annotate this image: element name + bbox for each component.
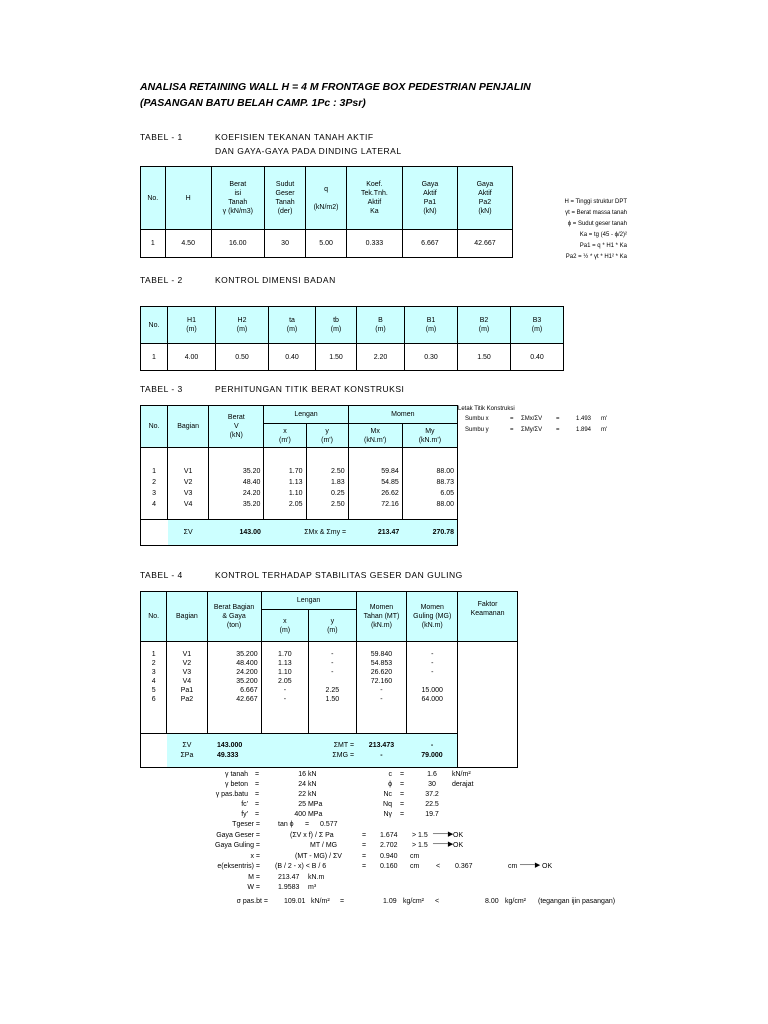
table4-header-bagian: Bagian — [167, 592, 207, 642]
table1-cell: 30 — [264, 230, 305, 258]
doc-title-line2: (PASANGAN BATU BELAH CAMP. 1Pc : 3Psr) — [140, 97, 366, 109]
table3-col-mx: 59.84 54.85 26.62 72.16 — [348, 448, 402, 520]
table3-header-y: y (m') — [306, 424, 348, 448]
table4-col-y: - - - 2.25 1.50 — [309, 642, 356, 734]
legend-line: Pa2 = ½ * γt * H1² * Ka — [565, 254, 627, 260]
table1-header: Sudut Geser Tanah (der) — [264, 167, 305, 230]
table4-header-mg: Momen Guling (MG) (kN.m) — [407, 592, 458, 642]
table1-cell: 4.50 — [165, 230, 211, 258]
ok-arrow: ───▶ — [433, 841, 454, 848]
table2-label: TABEL - 2 — [140, 275, 183, 285]
table3-header-mx: Mx (kN.m') — [348, 424, 402, 448]
table2-header: H2 (m) — [216, 307, 269, 344]
axis-x-label: Sumbu x — [465, 416, 489, 422]
doc-title-line1: ANALISA RETAINING WALL H = 4 M FRONTAGE BOX PEDESTRIAN PENJALIN — [140, 81, 531, 93]
table4-header-x: x (m) — [261, 610, 308, 642]
center-of-gravity-title: Letak Titik Konstruksi — [458, 406, 515, 412]
axis-y-label: Sumbu y — [465, 427, 489, 433]
table4-sum-values: 143.000 49.333 — [207, 734, 261, 768]
table3-caption: PERHITUNGAN TITIK BERAT KONSTRUKSI — [215, 384, 405, 394]
table1-cell: 5.00 — [306, 230, 347, 258]
axis-x-value: 1.493 — [576, 416, 592, 422]
table2-caption: KONTROL DIMENSI BADAN — [215, 275, 336, 285]
table3-sum-my: 270.78 — [402, 520, 457, 546]
table2-header: H1 (m) — [168, 307, 216, 344]
table4 — [140, 591, 518, 768]
table1-header: H — [165, 167, 211, 230]
table1-caption2: DAN GAYA-GAYA PADA DINDING LATERAL — [215, 146, 402, 156]
table3-col-v: 35.20 48.40 24.20 35.20 — [209, 448, 264, 520]
table2-cell: 4.00 — [168, 344, 216, 371]
table2-header: B3 (m) — [511, 307, 564, 344]
table4-header-mt: Momen Tahan (MT) (kN.m) — [356, 592, 407, 642]
table4-header-berat: Berat Bagian & Gaya (ton) — [207, 592, 261, 642]
table4-col-fk — [458, 642, 518, 768]
table4-header-fk: Faktor Keamanan — [458, 592, 518, 642]
axis-x-unit: m' — [601, 416, 608, 422]
table4-col-mt: 59.840 54.853 26.620 72.160 - - — [356, 642, 407, 734]
table2 — [140, 306, 564, 371]
table1-cell: 6.667 — [402, 230, 457, 258]
table4-header-lengan: Lengan — [261, 592, 356, 610]
table2-header: B (m) — [357, 307, 405, 344]
table4-header-y: y (m) — [309, 610, 356, 642]
table1-header: Berat isi Tanah γ (kN/m3) — [211, 167, 264, 230]
legend-line: H = Tinggi struktur DPT — [564, 199, 627, 205]
table3-sum-v: 143.00 — [209, 520, 264, 546]
table3-col-bagian: V1 V2 V3 V4 — [168, 448, 209, 520]
table2-cell: 1.50 — [316, 344, 357, 371]
table2-cell: 0.40 — [511, 344, 564, 371]
axis-y-unit: m' — [601, 427, 608, 433]
table4-col-berat: 35.200 48.400 24.200 35.200 6.667 42.667 — [207, 642, 261, 734]
table4-sum-mg: - 79.000 — [407, 734, 458, 768]
table3-header-x: x (m') — [264, 424, 306, 448]
table2-header: tb (m) — [316, 307, 357, 344]
table2-cell: 1.50 — [458, 344, 511, 371]
table2-cell: 0.30 — [405, 344, 458, 371]
table1-label: TABEL - 1 — [140, 132, 183, 142]
table4-col-x: 1.70 1.13 1.10 2.05 - - — [261, 642, 308, 734]
table3-col-no: 1 2 3 4 — [141, 448, 168, 520]
table3-sum-m-label: ΣMx & Σmy = — [264, 520, 348, 546]
material-params: γ tanah = 16 kN γ beton = 24 kN γ pas.batu = 22 kN fc' = 25 MPa fy' = 400 MPa — [215, 771, 323, 818]
table1-header: No. — [141, 167, 166, 230]
table4-caption: KONTROL TERHADAP STABILITAS GESER DAN GULING — [215, 570, 463, 580]
table2-header: No. — [141, 307, 168, 344]
table3-label: TABEL - 3 — [140, 384, 183, 394]
axis-y-value: 1.894 — [576, 427, 592, 433]
table1-legend — [522, 197, 627, 263]
table2-cell: 1 — [141, 344, 168, 371]
table1-header: q (kN/m2) — [306, 167, 347, 230]
table3 — [140, 405, 458, 546]
table1-cell: 42.667 — [457, 230, 512, 258]
table3-col-y: 2.50 1.83 0.25 2.50 — [306, 448, 348, 520]
legend-line: γt = Berat massa tanah — [565, 210, 627, 216]
table1-cell: 1 — [141, 230, 166, 258]
legend-line: Ka = tg (45 - ϕ/2)² — [579, 232, 627, 238]
table1-cell: 16.00 — [211, 230, 264, 258]
ok-arrow: ───▶ — [433, 830, 454, 838]
table3-header-momen: Momen — [348, 406, 457, 424]
table2-header: B1 (m) — [405, 307, 458, 344]
table4-sum-mt: 213.473 - — [356, 734, 407, 768]
table1-header: Gaya Aktif Pa1 (kN) — [402, 167, 457, 230]
table4-sum-m-labels: ΣMT = ΣMG = — [261, 734, 356, 768]
table4-col-mg: - - - 15.000 64.000 — [407, 642, 458, 734]
table2-header: ta (m) — [269, 307, 316, 344]
table3-header-bagian: Bagian — [168, 406, 209, 448]
table4-label: TABEL - 4 — [140, 570, 183, 580]
table4-sum-labels: ΣV ΣPa — [167, 734, 207, 768]
table2-cell: 0.40 — [269, 344, 316, 371]
ok-arrow: ───▶ — [520, 862, 541, 869]
table3-header-lengan: Lengan — [264, 406, 348, 424]
soil-params: c = 1.6 kN/m² ϕ = 30 derajat Nc = 37.2 Nq = 22.5 Nγ = 19.7 — [383, 771, 474, 818]
axis-y-formula: ΣMy/ΣV — [521, 427, 543, 433]
table3-col-x: 1.70 1.13 1.10 2.05 — [264, 448, 306, 520]
table2-header: B2 (m) — [458, 307, 511, 344]
legend-line: Pa1 = q * H1 * Ka — [579, 243, 627, 249]
axis-x-equals2: = — [556, 416, 560, 422]
table3-header-no: No. — [141, 406, 168, 448]
axis-y-equals: = — [510, 427, 514, 433]
table2-cell: 0.50 — [216, 344, 269, 371]
table1-caption1: KOEFISIEN TEKANAN TANAH AKTIF — [215, 132, 374, 142]
table3-header-berat: Berat V (kN) — [209, 406, 264, 448]
table1-header: Gaya Aktif Pa2 (kN) — [457, 167, 512, 230]
table4-col-no: 1 2 3 4 5 6 — [141, 642, 167, 734]
table4-col-bagian: V1 V2 V3 V4 Pa1 Pa2 — [167, 642, 207, 734]
table3-header-my: My (kN.m') — [402, 424, 457, 448]
table1 — [140, 166, 513, 258]
table2-cell: 2.20 — [357, 344, 405, 371]
table1-header: Koef. Tek.Tnh. Aktif Ka — [346, 167, 402, 230]
table1-cell: 0.333 — [346, 230, 402, 258]
table3-sum-mx: 213.47 — [348, 520, 402, 546]
table4-header-no: No. — [141, 592, 167, 642]
table3-col-my: 88.00 88.73 6.05 88.00 — [402, 448, 457, 520]
table3-sum-label: ΣV — [168, 520, 209, 546]
axis-x-formula: ΣMx/ΣV — [521, 416, 543, 422]
axis-y-equals2: = — [556, 427, 560, 433]
axis-x-equals: = — [510, 416, 514, 422]
legend-line: ϕ = Sudut geser tanah — [567, 221, 627, 227]
